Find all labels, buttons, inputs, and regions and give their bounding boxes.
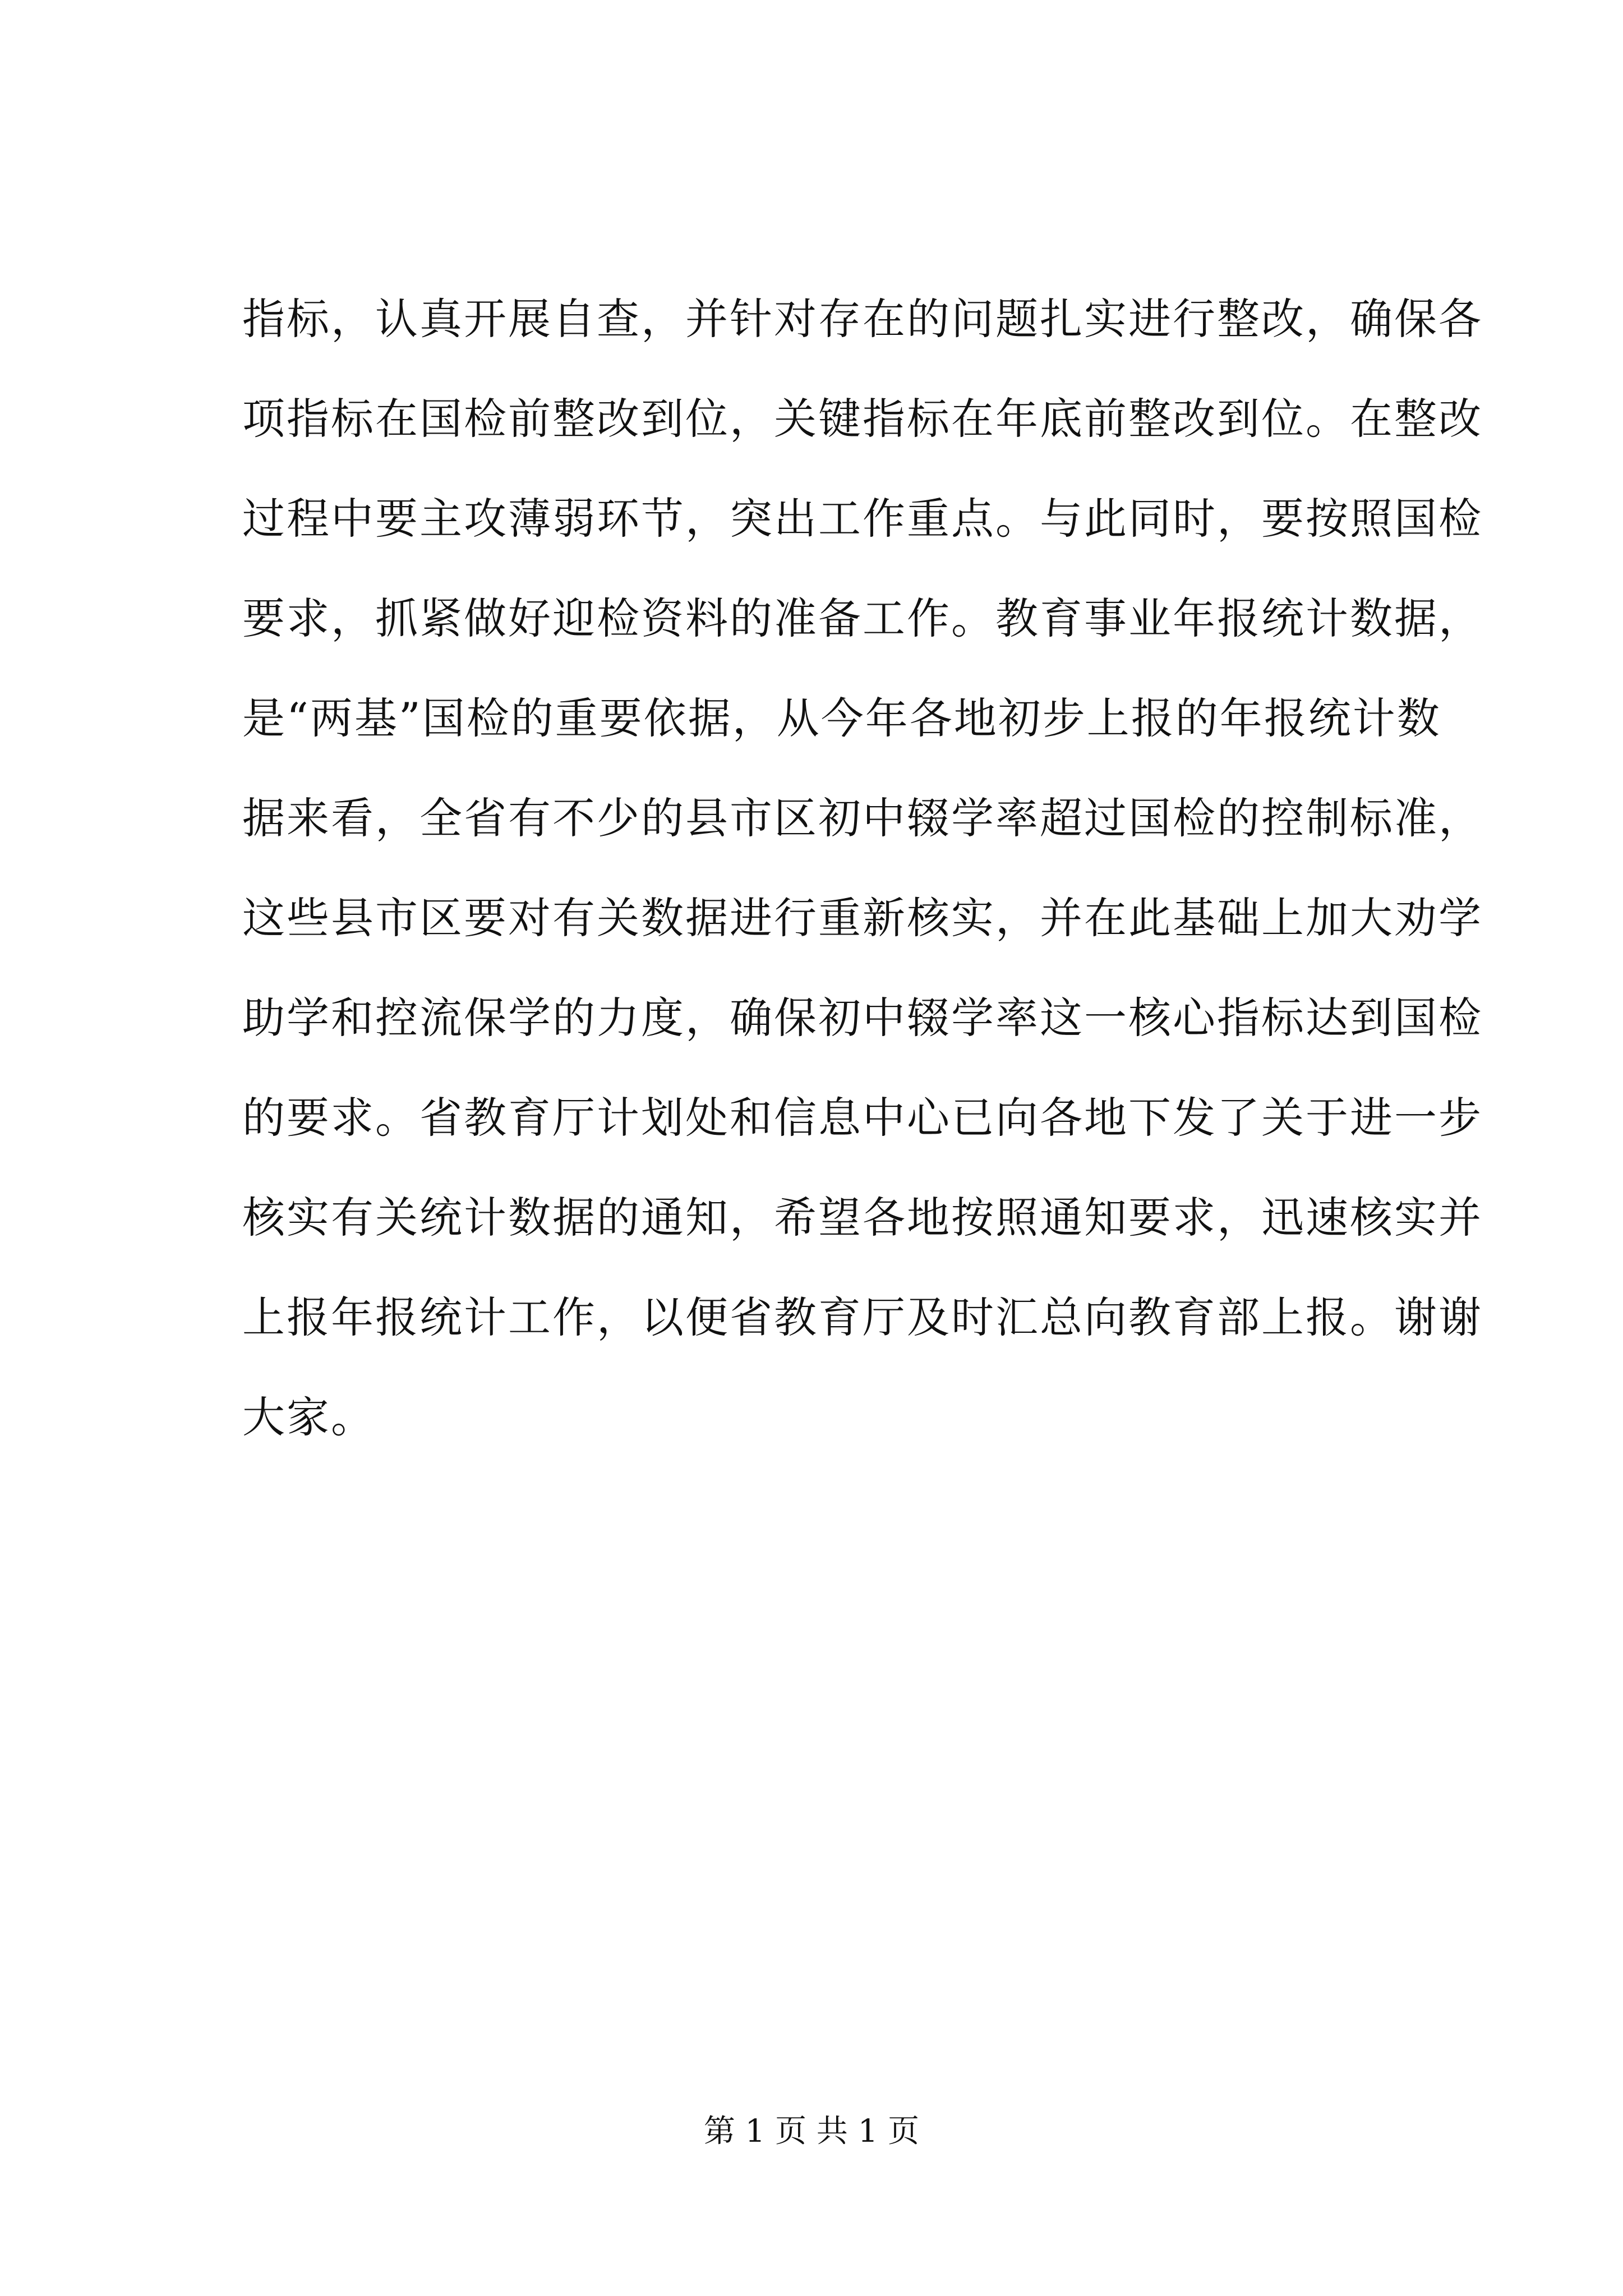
text-line: 据来看，全省有不少的县市区初中辍学率超过国检的控制标准，	[242, 793, 1483, 843]
text-line: 要求，抓紧做好迎检资料的准备工作。教育事业年报统计数据，	[242, 593, 1483, 643]
text-line: 大家。	[242, 1392, 375, 1442]
page-footer: 第 1 页 共 1 页	[703, 2113, 920, 2150]
text-line: 过程中要主攻薄弱环节，突出工作重点。与此同时，要按照国检	[242, 494, 1483, 544]
text-line: 上报年报统计工作，以便省教育厅及时汇总向教育部上报。谢谢	[242, 1292, 1483, 1342]
text-line: 的要求。省教育厅计划处和信息中心已向各地下发了关于进一步	[242, 1093, 1483, 1143]
text-line: 是“两基”国检的重要依据，从今年各地初步上报的年报统计数	[242, 693, 1441, 743]
text-line: 项指标在国检前整改到位，关键指标在年底前整改到位。在整改	[242, 394, 1483, 444]
body-text	[242, 269, 1483, 1467]
text-line: 助学和控流保学的力度，确保初中辍学率这一核心指标达到国检	[242, 993, 1483, 1043]
text-line: 这些县市区要对有关数据进行重新核实，并在此基础上加大劝学	[242, 893, 1483, 943]
text-line: 指标，认真开展自查，并针对存在的问题扎实进行整改，确保各	[242, 294, 1483, 344]
text-line: 核实有关统计数据的通知，希望各地按照通知要求，迅速核实并	[242, 1193, 1483, 1243]
